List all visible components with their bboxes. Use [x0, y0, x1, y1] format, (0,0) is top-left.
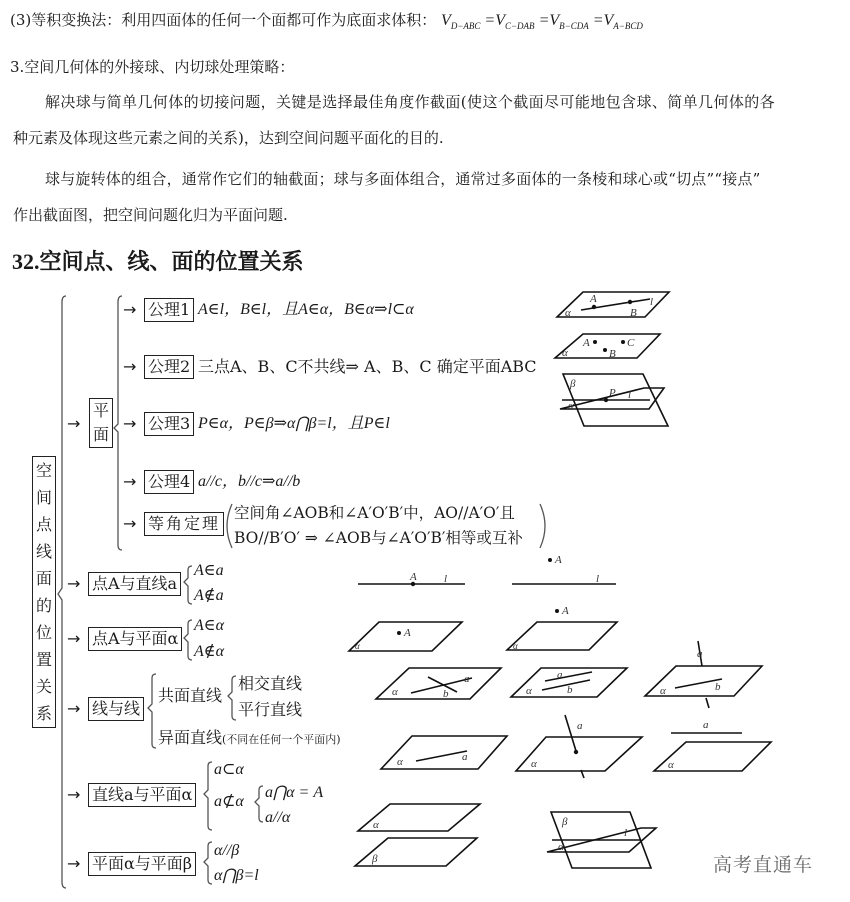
- arrow-icon: →: [67, 629, 81, 648]
- axiom-2-content: 三点A、B、C不共线⇒ A、B、C 确定平面ABC: [198, 357, 537, 376]
- svg-text:a: a: [462, 751, 468, 763]
- equal-angle-content-2: BO//B′O′ ⇒ ∠AOB与∠A′O′B′相等或互补: [234, 529, 523, 547]
- planes-parallel-case: α//β: [214, 842, 240, 859]
- arrow-icon: →: [67, 414, 81, 433]
- parallel-lines-label: 平行直线: [238, 700, 303, 719]
- arrow-icon: →: [123, 300, 137, 319]
- svg-text:α: α: [660, 685, 666, 697]
- svg-text:l: l: [444, 573, 448, 585]
- svg-text:α: α: [568, 400, 574, 412]
- svg-text:α: α: [373, 819, 379, 831]
- para1-line-a: 解决球与简单几何体的切接问题，关键是选择最佳角度作截面(使这个截面尽可能地包含球、简单几何体的各: [45, 93, 776, 111]
- equal-angle-theorem-box: 等角定理: [144, 512, 224, 536]
- axiom-3-box: 公理3: [144, 412, 194, 436]
- svg-text:l: l: [650, 296, 654, 308]
- svg-text:b: b: [443, 688, 449, 700]
- svg-text:a: a: [703, 719, 709, 731]
- axiom-4-box: 公理4: [144, 470, 194, 494]
- svg-text:α: α: [526, 685, 532, 697]
- svg-text:α: α: [668, 759, 674, 771]
- arrow-icon: →: [67, 574, 81, 593]
- svg-text:α: α: [558, 841, 564, 853]
- watermark: 高考直通车: [713, 854, 814, 876]
- arrow-icon: →: [123, 514, 137, 533]
- line-intersect-plane: a⋂α = A: [265, 784, 324, 801]
- point-plane-case-2: A∉α: [194, 643, 225, 660]
- point-plane-box: 点A与平面α: [88, 627, 182, 651]
- arrow-icon: →: [123, 472, 137, 491]
- svg-text:α: α: [565, 307, 571, 319]
- line-parallel-plane: a//α: [265, 809, 291, 826]
- line-in-plane-case: a⊂α: [214, 761, 244, 778]
- svg-text:α: α: [513, 641, 518, 651]
- svg-text:l: l: [596, 573, 600, 585]
- svg-text:C: C: [627, 337, 635, 349]
- svg-text:l: l: [624, 827, 628, 839]
- para2-line-b: 作出截面图，把空间问题化归为平面问题.: [13, 206, 288, 224]
- svg-text:α: α: [562, 347, 568, 359]
- axiom-4-content: a//c，b//c⇒a//b: [198, 473, 301, 490]
- svg-text:b: b: [567, 684, 573, 696]
- svg-text:A: A: [404, 627, 411, 639]
- para2-line-a: 球与旋转体的组合，通常作它们的轴截面；球与多面体组合，通常过多面体的一条棱和球心或“切点”“接点”: [45, 170, 761, 188]
- arrow-icon: →: [67, 854, 81, 873]
- arrow-icon: →: [123, 414, 137, 433]
- svg-text:α: α: [397, 756, 403, 768]
- equal-angle-content-1: 空间角∠AOB和∠A′O′B′中，AO//A′O′且: [234, 504, 515, 522]
- section-number: 32.: [12, 249, 40, 274]
- axiom-3-content: P∈α，P∈β⇒α⋂β=l，且P∈l: [198, 415, 390, 432]
- svg-text:β: β: [562, 816, 568, 828]
- line-line-box: 线与线: [88, 697, 144, 721]
- coplanar-lines-label: 共面直线: [158, 686, 223, 705]
- arrow-icon: →: [67, 699, 81, 718]
- svg-text:α: α: [355, 641, 360, 651]
- svg-text:B: B: [609, 348, 616, 360]
- svg-text:a: a: [577, 720, 583, 732]
- intro-line-1-text: (3)等积变换法：利用四面体的任何一个面都可作为底面求体积：: [10, 11, 437, 29]
- root-label-box: 空 间 点 线 面 的 位 置 关 系: [32, 456, 56, 728]
- svg-text:β: β: [372, 853, 378, 865]
- svg-text:A: A: [583, 337, 590, 349]
- skew-lines-label: 异面直线(不同在任何一个平面内): [158, 728, 341, 747]
- arrow-icon: →: [67, 785, 81, 804]
- planes-intersect-case: α⋂β=l: [214, 867, 259, 884]
- svg-text:β: β: [570, 378, 576, 390]
- svg-text:b: b: [715, 681, 721, 693]
- svg-text:a: a: [697, 648, 703, 660]
- svg-text:A: A: [590, 293, 597, 305]
- point-line-case-1: A∈a: [194, 562, 224, 579]
- svg-text:P: P: [609, 387, 616, 399]
- svg-text:A: A: [410, 571, 417, 583]
- point-line-case-2: A∉a: [194, 587, 224, 604]
- svg-text:α: α: [531, 758, 537, 770]
- line-not-in-plane-case: a⊄α: [214, 793, 244, 810]
- point-plane-case-1: A∈α: [194, 617, 225, 634]
- svg-text:a: a: [464, 673, 470, 685]
- svg-text:B: B: [630, 307, 637, 319]
- axiom-1-box: 公理1: [144, 298, 194, 322]
- plane-plane-box: 平面α与平面β: [88, 852, 196, 876]
- intro-line-2: 3.空间几何体的外接球、内切球处理策略：: [10, 58, 295, 76]
- plane-label-box: 平 面: [89, 398, 113, 448]
- volume-formula: $V_{D-ABC} =V_{C-DAB} =V_{B-CDA} =V_{A-BCD}$: [441, 12, 643, 32]
- point-line-box: 点A与直线a: [88, 572, 181, 596]
- intersecting-lines-label: 相交直线: [238, 674, 303, 693]
- arrow-icon: →: [123, 357, 137, 376]
- axiom-1-content: A∈l，B∈l，且A∈α，B∈α⇒l⊂α: [198, 301, 414, 318]
- svg-text:a: a: [557, 669, 563, 681]
- svg-text:A: A: [555, 554, 562, 566]
- svg-text:A: A: [562, 605, 569, 617]
- svg-text:α: α: [392, 686, 398, 698]
- line-plane-box: 直线a与平面α: [88, 783, 196, 807]
- axiom-2-box: 公理2: [144, 355, 194, 379]
- skew-lines-note: (不同在任何一个平面内): [222, 733, 341, 746]
- para1-line-b: 种元素及体现这些元素之间的关系)，达到空间问题平面化的目的.: [13, 129, 444, 147]
- section-title: 空间点、线、面的位置关系: [39, 250, 304, 275]
- svg-text:l: l: [628, 389, 632, 401]
